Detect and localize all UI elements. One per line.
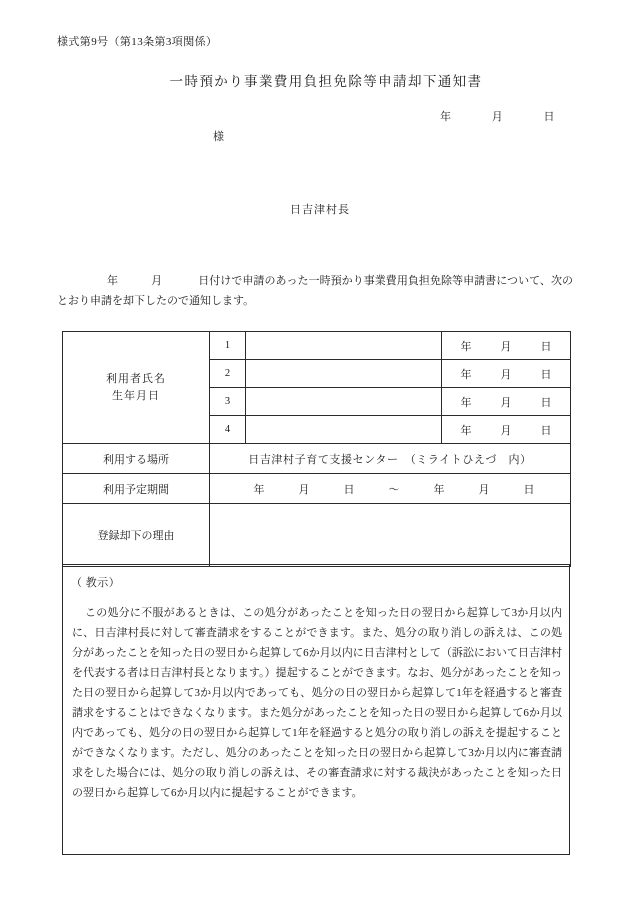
birth-year: 年 (460, 368, 472, 381)
user-name-field[interactable] (246, 416, 442, 444)
birth-month: 月 (500, 340, 512, 353)
issue-date-line (440, 108, 555, 124)
period-end-day: 日 (523, 483, 535, 496)
period-end-month: 月 (478, 483, 490, 496)
birth-month: 月 (500, 424, 512, 437)
user-name-label: 利用者氏名 (106, 372, 166, 385)
body-sentence: 日付けで申請のあった一時預かり事業費用負担免除等申請書について、次のとおり申請を却下したので通知します。 (57, 275, 574, 307)
issue-date-month: 月 (491, 111, 503, 123)
birth-date-slots (442, 394, 570, 410)
birth-date-slots (442, 422, 570, 438)
birth-date-slots (442, 366, 570, 382)
guidance-title: （ 教示） (71, 577, 121, 589)
birth-month: 月 (500, 396, 512, 409)
form-number: 様式第9号（第13条第3項関係） (57, 36, 218, 48)
birth-date-slots (442, 338, 570, 354)
user-birth-field[interactable] (442, 388, 571, 416)
user-name-field[interactable] (246, 332, 442, 360)
body-paragraph (57, 271, 573, 311)
guidance-text: この処分に不服があるときは、この処分があったことを知った日の翌日から起算して3か月以内に、日吉津村長に対して審査請求をすることができます。また、処分の取り消しの訴えは、この処分があったことを知った日の翌日から起算して6か月以内に日吉津村として（訴訟において日吉津村を代表する者は日吉津村長となります。）提起することができます。なお、処分があったことを知った日の翌日から起算して3か月以内であっても、処分の日の翌日から起算して1年を経過すると審査請求をすることはできなくなります。また処分があったことを知った日の翌日から起算して6か月以内であっても、処分の日の翌日から起算して1年を経過すると処分の取り消しの訴えを提起することができなくなります。ただし、処分のあったことを知った日の翌日から起算して3か月以内に審査請求をした場合には、処分の取り消しの訴えは、その審査請求に対する裁決があったことを知った日の翌日から起算して6か月以内に提起することができます。 (72, 607, 562, 799)
period-value[interactable] (210, 474, 571, 504)
birth-day: 日 (540, 368, 552, 381)
issue-date-year: 年 (440, 111, 451, 123)
place-label: 利用する場所 (63, 444, 210, 474)
application-detail-table (62, 331, 571, 567)
user-birth-field[interactable] (442, 416, 571, 444)
period-start-day: 日 (343, 483, 355, 496)
row-index: 4 (210, 416, 246, 444)
page-title: 一時預かり事業費用負担免除等申請却下通知書 (169, 74, 483, 89)
user-name-field[interactable] (246, 388, 442, 416)
place-value: 日吉津村子育て支援センター （ミライトひえづ 内） (210, 444, 571, 474)
period-start-month: 月 (298, 483, 310, 496)
issuer-name: 日吉津村長 (290, 204, 350, 216)
rejection-reason-label: 登録却下の理由 (63, 504, 210, 567)
user-birth-field[interactable] (442, 332, 571, 360)
issue-date-day: 日 (543, 111, 555, 123)
birth-day: 日 (540, 396, 552, 409)
rejection-reason-field[interactable] (210, 504, 571, 567)
user-birth-field[interactable] (442, 360, 571, 388)
period-separator: ～ (388, 483, 400, 496)
table-row (63, 444, 571, 474)
table-row (63, 474, 571, 504)
birth-year: 年 (460, 340, 472, 353)
table-row (63, 332, 571, 360)
table-row (63, 504, 571, 567)
user-name-field[interactable] (246, 360, 442, 388)
user-birth-label: 生年月日 (112, 389, 160, 402)
row-index: 1 (210, 332, 246, 360)
addressee-honorific: 様 (213, 131, 224, 143)
body-apply-month: 月 (151, 275, 163, 287)
row-index: 2 (210, 360, 246, 388)
guidance-box (62, 564, 570, 855)
birth-year: 年 (460, 396, 472, 409)
row-index: 3 (210, 388, 246, 416)
birth-month: 月 (500, 368, 512, 381)
birth-day: 日 (540, 424, 552, 437)
period-end-year: 年 (433, 483, 445, 496)
user-name-birth-label (63, 332, 210, 444)
birth-day: 日 (540, 340, 552, 353)
period-start-year: 年 (253, 483, 265, 496)
period-slots (210, 481, 570, 497)
period-label: 利用予定期間 (63, 474, 210, 504)
body-apply-year: 年 (107, 275, 119, 287)
birth-year: 年 (460, 424, 472, 437)
